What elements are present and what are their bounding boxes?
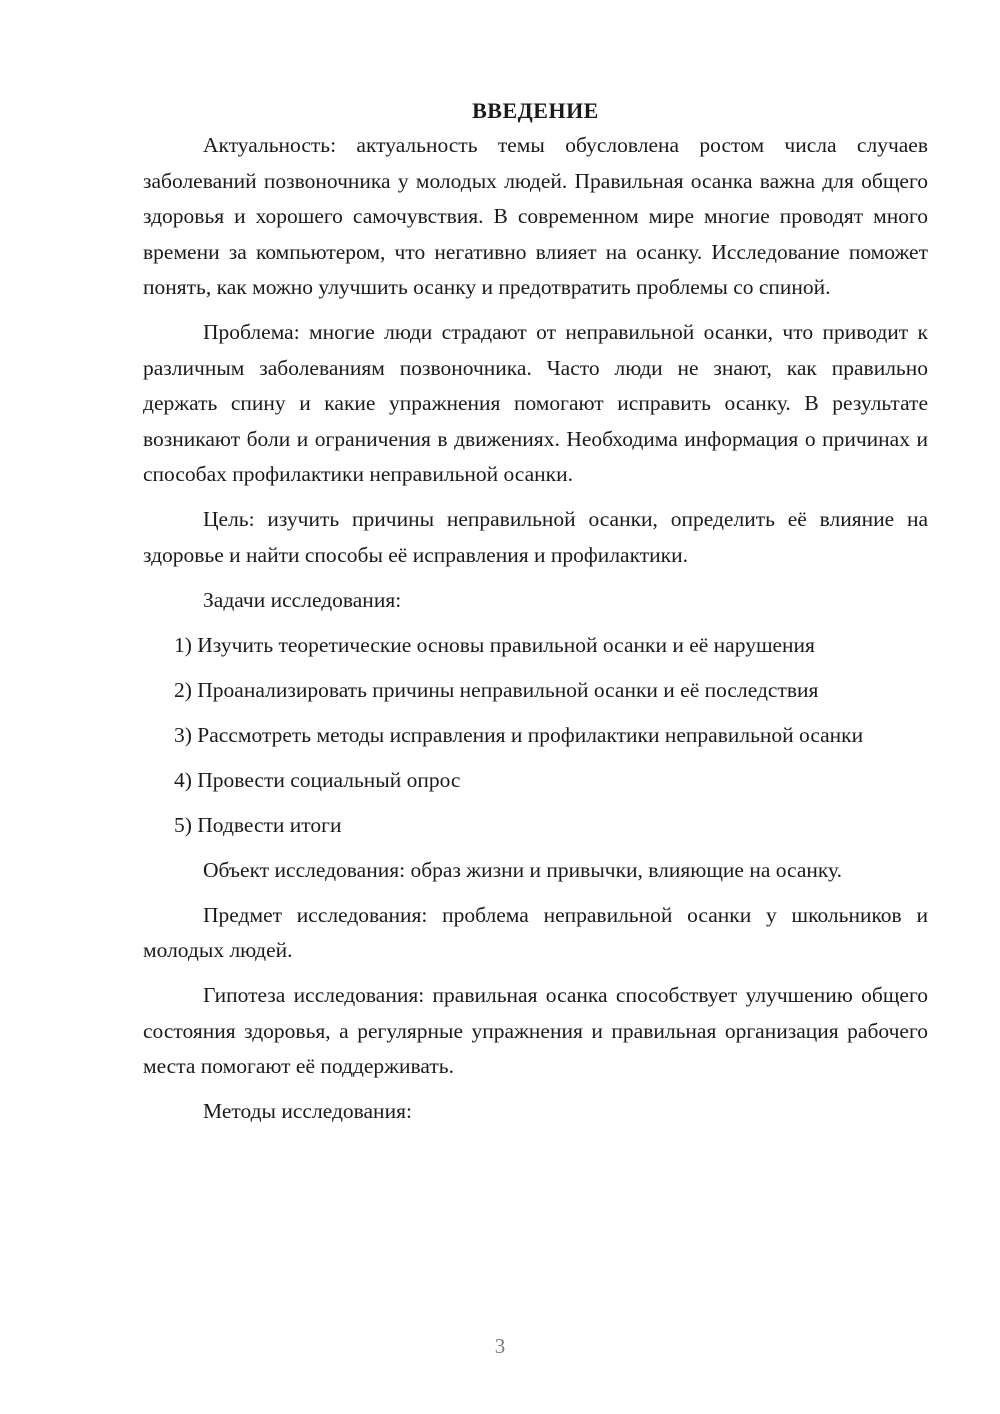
task-item-3: 3) Рассмотреть методы исправления и профилактики неправильной осанки: [174, 722, 864, 747]
task-item-4: 4) Провести социальный опрос: [174, 767, 461, 792]
methods-heading: Методы исследования:: [203, 1099, 412, 1123]
page-title: ВВЕДЕНИЕ: [472, 98, 599, 123]
problem-paragraph: Проблема: многие люди страдают от неправильной осанки, что приводит к различным заболеваниям позвоночника. Часто люди не знают, как правильно держать спину и какие упражнения помогают исправить осанку. В результате возникают боли и ограничения в движениях. Необходима информация о причинах и способах профилактики неправильной осанки.: [143, 320, 928, 486]
relevance-paragraph: Актуальность: актуальность темы обусловлена ростом числа случаев заболеваний позвоночника у молодых людей. Правильная осанка важна для общего здоровья и хорошего самочувствия. В современном мире многие проводят много времени за компьютером, что негативно влияет на осанку. Исследование поможет понять, как можно улучшить осанку и предотвратить проблемы со спиной.: [143, 133, 928, 299]
page-content: [143, 96, 928, 1130]
page-number: 3: [494, 1334, 506, 1358]
task-item-5: 5) Подвести итоги: [174, 812, 342, 837]
task-item-2: 2) Проанализировать причины неправильной осанки и её последствия: [174, 677, 819, 702]
subject-paragraph: Предмет исследования: проблема неправильной осанки у школьников и молодых людей.: [143, 902, 928, 962]
object-paragraph: Объект исследования: образ жизни и привычки, влияющие на осанку.: [203, 857, 843, 882]
goal-paragraph: Цель: изучить причины неправильной осанки, определить её влияние на здоровье и найти способы её исправления и профилактики.: [143, 507, 928, 567]
hypothesis-paragraph: Гипотеза исследования: правильная осанка способствует улучшению общего состояния здоровья, а регулярные упражнения и правильная организация рабочего места помогают её поддерживать.: [143, 983, 928, 1078]
tasks-heading: Задачи исследования:: [203, 587, 402, 612]
task-item-1: 1) Изучить теоретические основы правильной осанки и её нарушения: [174, 632, 815, 657]
